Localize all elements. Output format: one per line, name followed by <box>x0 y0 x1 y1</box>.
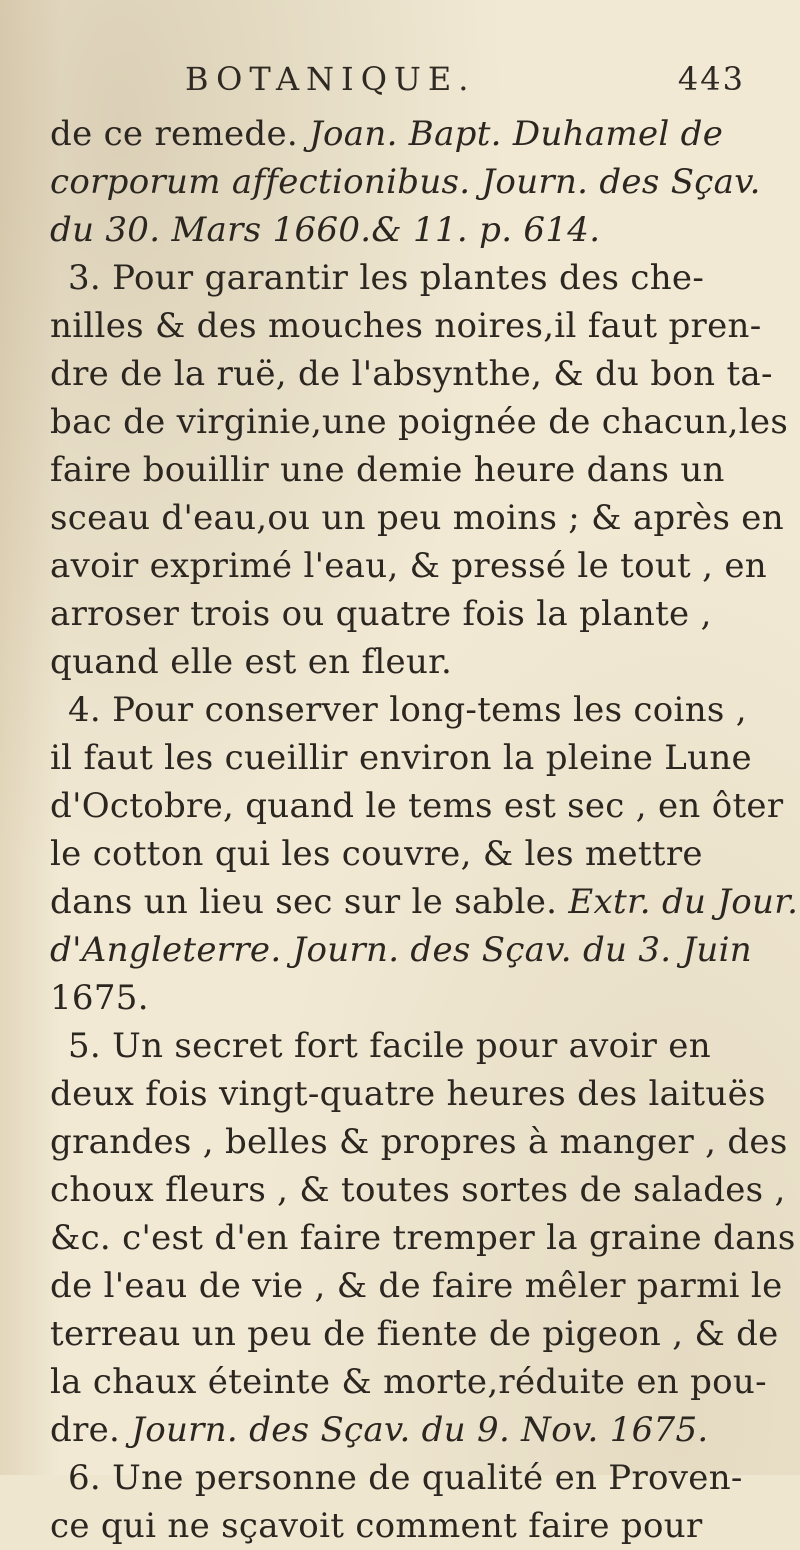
text-line-11: arroser trois ou quatre fois la plante , <box>50 594 712 634</box>
text-line-10: avoir exprimé l'eau, & pressé le tout , en <box>50 546 767 586</box>
text-line-16: le cotton qui les couvre, & les mettre <box>50 834 703 874</box>
text-line-5: nilles & des mouches noires,il faut pren- <box>50 306 762 346</box>
text-line-29: 6. Une personne de qualité en Proven- <box>68 1458 743 1498</box>
text-line-22: grandes , belles & propres à manger , des <box>50 1122 788 1162</box>
text-line-23: choux fleurs , & toutes sortes de salades , <box>50 1170 786 1210</box>
text-line-18: d'Angleterre. Journ. des Sçav. du 3. Juin <box>50 930 752 970</box>
text-line-17: dans un lieu sec sur le sable. Extr. du Jour. <box>50 882 799 922</box>
text-line-12: quand elle est en fleur. <box>50 642 453 682</box>
text-line-1: de ce remede. Joan. Bapt. Duhamel de <box>50 114 724 154</box>
running-title: BOTANIQUE. <box>185 60 476 98</box>
text-line-25: de l'eau de vie , & de faire mêler parmi le <box>50 1266 783 1306</box>
text-line-26: terreau un peu de fiente de pigeon , & de <box>50 1314 779 1354</box>
text-line-19: 1675. <box>50 978 149 1018</box>
body-text <box>50 110 799 1550</box>
text-line-27: la chaux éteinte & morte,réduite en pou- <box>50 1362 767 1402</box>
text-line-20: 5. Un secret fort facile pour avoir en <box>68 1026 711 1066</box>
text-line-8: faire bouillir une demie heure dans un <box>50 450 725 490</box>
text-line-24: &c. c'est d'en faire tremper la graine dans <box>50 1218 796 1258</box>
text-line-4: 3. Pour garantir les plantes des che- <box>68 258 705 298</box>
text-line-3: du 30. Mars 1660.& 11. p. 614. <box>50 210 601 250</box>
text-line-9: sceau d'eau,ou un peu moins ; & après en <box>50 498 784 538</box>
text-line-2: corporum affectionibus. Journ. des Sçav. <box>50 162 761 202</box>
text-line-13: 4. Pour conserver long-tems les coins , <box>68 690 747 730</box>
text-line-30: ce qui ne sçavoit comment faire pour <box>50 1506 703 1546</box>
text-line-15: d'Octobre, quand le tems est sec , en ôter <box>50 786 784 826</box>
text-line-28: dre. Journ. des Sçav. du 9. Nov. 1675. <box>50 1410 709 1450</box>
text-line-6: dre de la ruë, de l'absynthe, & du bon ta- <box>50 354 773 394</box>
page-header <box>185 60 745 100</box>
text-line-21: deux fois vingt-quatre heures des laituës <box>50 1074 766 1114</box>
page-number: 443 <box>677 60 745 98</box>
text-line-7: bac de virginie,une poignée de chacun,les <box>50 402 789 442</box>
text-line-14: il faut les cueillir environ la pleine Lune <box>50 738 752 778</box>
